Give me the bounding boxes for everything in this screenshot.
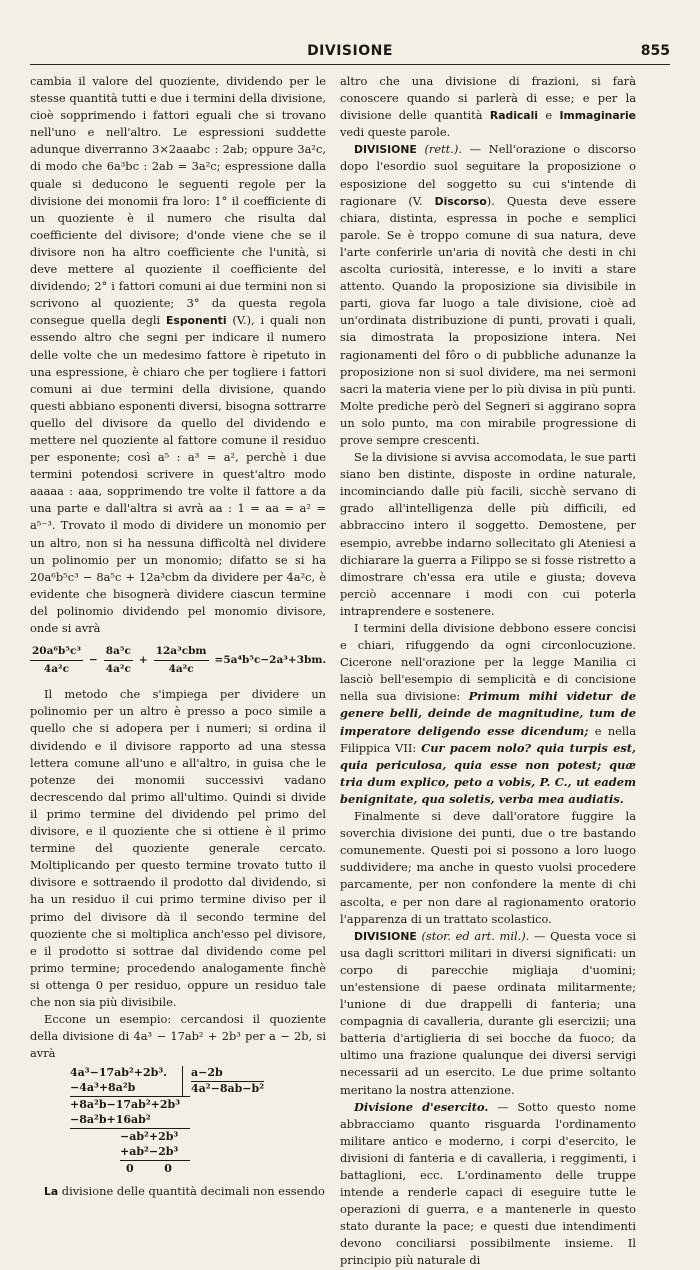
latin-quote-1: Primum mihi videtur de genere belli, deinde de magnitudine, tum de imperatore deligendo esse dicendum; <box>340 689 636 738</box>
left-paragraph-2: Il metodo che s'impiega per dividere un polinomio per un altro è presso a poco simile a quello che si adopera per i numeri; si ordina il dividendo e il divisore rapporto ad una stessa lettera comune all'uno e all'altro, in guisa che le potenze dei monomii successivi vadano decrescendo dal primo all'ultimo. Quindi si divide il primo termine del dividendo pel primo del divisore, e il quoziente che si ottiene è il primo termine del quoziente generale cercato. Moltiplicando per questo termine trovato tutto il divisore e sottraendo il prodotto dal dividendo, si ha un residuo il cui primo termine diviso per il primo del divisore dà il secondo termine del quoziente che si moltiplica anch'esso pel divisore, e il prodotto si sottrae dal dividendo come pel primo termine; procedendo analogamente finchè si ottenga 0 per residuo, oppure un residuo tale che non sia più divisibile. <box>30 687 326 1009</box>
left-paragraph-3: Eccone un esempio: cercandosi il quoziente della divisione di 4a³ − 17ab² + 2b³ per a − 2b, si avrà <box>30 1012 326 1061</box>
fraction-2: $\frac{\text{8a⁵c}}{\text{4a²c}}$ <box>105 645 131 676</box>
page-header <box>30 42 670 65</box>
division-line-4: −8a²b+16ab² <box>70 1112 151 1126</box>
division-rule <box>70 1096 190 1097</box>
entry-headword: DIVISIONE <box>354 143 417 157</box>
long-division-example <box>70 1066 326 1177</box>
page-number: 855 <box>640 43 670 59</box>
polynomial-division-fraction: $\frac{\text{20a⁶b⁵c³}}{\text{4a²c}}$ − $\frac{\text{8a⁵c}}{\text{4a²c}}$ + $\frac{\text{12a³cbm}}{\text{4a²c}}$ =5a⁴b⁵c−2a³+3bm. <box>30 643 326 678</box>
division-line-2: −4a³+8a²b <box>70 1080 136 1094</box>
subentry-divisione-esercito: Divisione d'esercito. — Sotto questo nome abbracciamo quanto risguarda l'ordinamento militare antico e moderno, i corpi d'esercito, le divisioni di fanteria e di cavalleria, i reggimenti, i battaglioni, ecc. L'ordinamento delle truppe intende a renderle capaci di eseguire tutte le operazioni di guerra, e a mantenerle in questo stato durante la pace; e questi due intendimenti devono conciliarsi possibilmente insieme. Il principio più naturale di <box>340 1099 637 1268</box>
left-column <box>30 73 326 1200</box>
crossref-discorso: Discorso <box>434 194 487 208</box>
right-paragraph-5: Finalmente si deve dall'oratore fuggire la soverchia divisione dei punti, due o tre bastando comunemente. Questi poi si possono a loro luogo suddividere; ma anche in questo vuolsi procedere parcamente, per non confondere la mente di chi ascolta, e per non dare al ragionamento oratorio l'apparenza di un trattato scolastico. <box>340 809 636 926</box>
entry-divisione-mil: DIVISIONE (stor. ed art. mil.). — Questa voce si usa dagli scrittori militari in diversi significati: un corpo di parecchie migliaja d'uomini; un'estensione di paese ordinata militarmente; l'unione di due drappelli di fanteria; una compagnia di cavalleria, durante gli esercizii; una batteria d'artiglieria di sei bocche da fuoco; da ultimo una frazione qualunque dei diversi servigi necessarii ad un esercito. Le due prime soltanto meritano la nostra attenzione. <box>340 928 637 1097</box>
right-column <box>340 73 636 1270</box>
entry-headword: DIVISIONE <box>354 929 417 943</box>
fraction-3: $\frac{\text{12a³cbm}}{\text{4a²c}}$ <box>155 645 207 676</box>
right-paragraph-1: altro che una divisione di frazioni, si farà conoscere quando si parlerà di esse; e per la divisione delle quantità Radicali e Immaginarie vedi queste parole. <box>340 74 636 140</box>
division-line-3: +8a²b−17ab²+2b³ <box>70 1098 181 1112</box>
right-paragraph-4: I termini della divisione debbono essere concisi e chiari, rifuggendo da ogni circonlocuzione. Cicerone nell'orazione per la legge Manilia ci lasciò bell'esempio di semplicità e di concisione nella sua divisione: Primum mihi videtur de genere belli, deinde de magnitudine, tum de imperatore deligendo esse dicendum; e nella Filippica VII: Cur pacem nolo? quia turpis est, quia periculosa, quia esse non potest; quæ tria dum explico, peto a vobis, P. C., ut eadem benignitate, qua soletis, verba mea audiatis. <box>340 621 636 806</box>
division-line-6: +ab²−2b³ <box>120 1144 179 1158</box>
subentry-headword: Divisione d'esercito. <box>354 1099 489 1114</box>
divisor: a−2b <box>191 1066 223 1080</box>
division-line-1: 4a³−17ab²+2b³. <box>70 1066 167 1080</box>
entry-tag: (stor. ed art. mil.). <box>421 928 530 943</box>
entry-tag: (rett.). <box>424 142 462 157</box>
crossref-esponenti: Esponenti <box>166 314 227 328</box>
crossref-immaginarie: Immaginarie <box>559 109 636 123</box>
entry-divisione-rett: DIVISIONE (rett.). — Nell'orazione o discorso dopo l'esordio suol seguitare la proposizione o esposizione del soggetto su cui s'intende di ragionare (V. Discorso). Questa deve essere chiara, distinta, espressa in poche e semplici parole. Se è troppo comune di sua natura, deve l'arte conferirle un'aria di novità che desti in chi ascolta curiosità, interesse, e lo inviti a stare attento. Quando la proposizione sia divisibile in parti, giova far luogo a tale divisione, cioè ad un'ordinata distribuzione di punti, provati i quali, sia dimostrata la proposizione intera. Nei ragionamenti del fôro o di pubbliche adunanze la proposizione non si suol dividere, ma nei sermoni sacri la materia viene per lo più divisa in più punti. Molte prediche però del Segneri si aggirano sopra un solo punto, ma con mirabile progressione di prove sempre crescenti. <box>340 142 637 447</box>
latin-quote-2: Cur pacem nolo? quia turpis est, quia periculosa, quia esse non potest; quæ tria dum explico, peto a vobis, P. C., ut eadem benignitate, qua soletis, verba mea audiatis. <box>340 740 636 806</box>
division-rule <box>120 1160 190 1161</box>
left-paragraph-1: cambia il valore del quoziente, dividendo per le stesse quantità tutti e due i termini della divisione, cioè sopprimendo i fattori eguali che si trovano nell'uno e nell'altro. Le espressioni suddette adunque diverranno 3×2aaabc : 2ab; oppure 3a²c, di modo che 6a³bc : 2ab = 3a²c; espressione dalla quale si deducono le seguenti regole per la divisione dei monomii fra loro: 1° il coefficiente di un quoziente è il numero che risulta dal coefficiente del divisore; d'onde viene che se il divisore non ha altro coefficiente che l'unità, si deve mettere al quoziente il coefficiente del dividendo; 2° i fattori comuni ai due termini non si scrivono al quoziente; 3° da questa regola consegue quella degli Esponenti (V.), i quali non essendo altro che segni per indicare il numero delle volte che un medesimo fattore è ripetuto in una espressione, è chiaro che per togliere i fattori comuni ai due termini della divisione, quando questi abbiano esponenti diversi, bisogna sottrarre quello del divisore da quello del dividendo e mettere nel quoziente al fattore comune il residuo per esponente; così a⁵ : a³ = a², perchè i due termini potendosi scrivere in quest'altro modo aaaaa : aaa, sopprimendo tre volte il fattore a da una parte e dall'altra si avrà aa : 1 = aa = a² = a⁵⁻³. Trovato il modo di dividere un monomio per un altro, non si ha nessuna difficoltà nel dividere un polinomio per un monomio; difatto se si ha 20a⁶b⁵c³ − 8a⁵c + 12a³cbm da dividere per 4a²c, è evidente che bisognerà dividere ciascun termine del polinomio dividendo pel monomio divisore, onde si avrà <box>30 74 327 635</box>
division-rule <box>70 1128 190 1129</box>
left-paragraph-4: La divisione delle quantità decimali non essendo <box>44 1183 325 1198</box>
right-paragraph-3: Se la divisione si avvisa accomodata, le sue parti siano ben distinte, disposte in ordine naturale, incominciando dalle più facili, sicchè servano di grado all'intelligenza delle più difficili, ed abbraccino intero il soggetto. Demostene, per esempio, avrebbe indarno sollecitato gli Ateniesi a dichiarare la guerra a Filippo se si fosse ristretto a dimostrare ch'essa era utile e giusta; doveva perciò accennare i modi con cui poterla intraprendere e sostenere. <box>340 450 637 618</box>
division-line-7: 0 0 <box>126 1162 172 1176</box>
running-title: DIVISIONE <box>307 43 393 59</box>
crossref-radicali: Radicali <box>489 109 538 123</box>
division-line-5: −ab²+2b³ <box>120 1130 179 1144</box>
divisor-quotient-box <box>182 1066 264 1096</box>
fraction-result: =5a⁴b⁵c−2a³+3bm. <box>214 654 327 667</box>
fraction-1: $\frac{\text{20a⁶b⁵c³}}{\text{4a²c}}$ <box>32 645 81 676</box>
quotient: 4a²−8ab−b² <box>191 1081 265 1095</box>
